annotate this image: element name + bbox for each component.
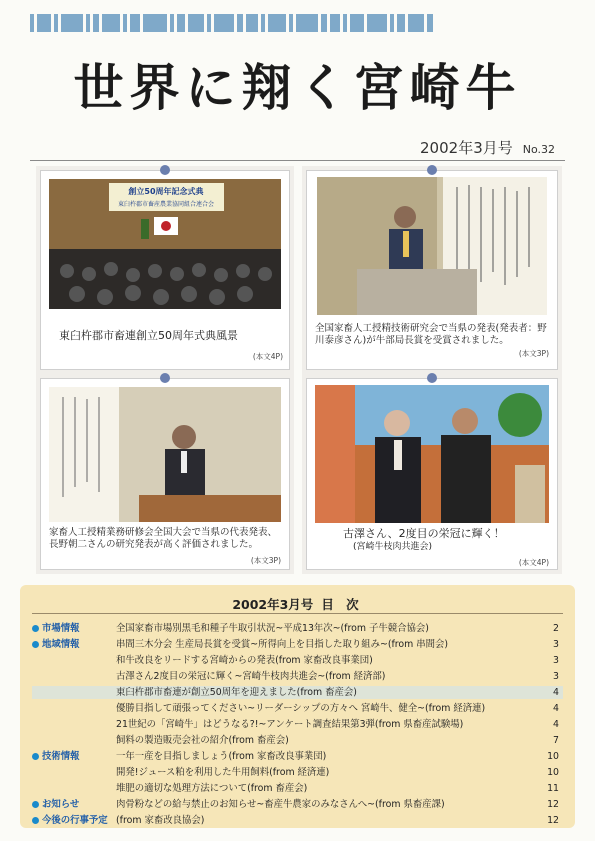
toc-row[interactable]	[32, 686, 563, 699]
toc-entry-text: 東臼杵郡市畜連が創立50周年を迎えました(from 畜産会)	[116, 687, 357, 698]
bullet-icon	[32, 817, 39, 824]
bullet-icon	[32, 801, 39, 808]
toc-category: お知らせ	[32, 798, 102, 811]
bar-segment	[61, 14, 83, 32]
toc-entry-text: 全国家畜市場別黒毛和種子牛取引状況~平成13年次~(from 子牛競合協会)	[116, 623, 429, 634]
toc-category: 技術情報	[32, 750, 102, 763]
bar-segment	[177, 14, 185, 32]
toc-page-number: 11	[547, 783, 559, 794]
page-ref: (本文4P)	[518, 558, 549, 567]
toc-row[interactable]	[32, 718, 563, 731]
toc-row[interactable]	[32, 814, 563, 827]
toc-page-number: 4	[553, 719, 559, 730]
toc-row[interactable]	[32, 654, 563, 667]
bar-segment	[390, 14, 394, 32]
bar-segment	[54, 14, 58, 32]
toc-page-number: 12	[547, 799, 559, 810]
bar-segment	[289, 14, 293, 32]
bullet-icon	[32, 625, 39, 632]
photo-card-ceremony	[40, 170, 290, 370]
bar-segment	[246, 14, 258, 32]
bar-segment	[86, 14, 90, 32]
photo-caption: 全国家畜人工授精技術研究会で当県の発表(発表者：野川泰彦さん)が牛部局長賞を受賞されました。	[315, 323, 547, 346]
photo-caption: 古澤さん、2度目の栄冠に輝く！	[343, 527, 505, 540]
toc-page-number: 10	[547, 767, 559, 778]
bar-segment	[261, 14, 265, 32]
bar-segment	[123, 14, 127, 32]
bar-segment	[207, 14, 211, 32]
bar-segment	[350, 14, 364, 32]
top-decorative-bar	[30, 12, 565, 34]
toc-page-number: 12	[547, 815, 559, 826]
bar-segment	[237, 14, 243, 32]
issue-number: No.32	[522, 143, 555, 156]
ceremony-photo	[49, 179, 281, 309]
toc-page-number: 3	[553, 655, 559, 666]
toc-row[interactable]	[32, 750, 563, 763]
toc-entry-text: 21世紀の「宮崎牛」はどうなる?!~アンケート調査結果第3弾(from 県畜産試験場)	[116, 719, 464, 730]
toc-label: 目 次	[321, 597, 363, 612]
table-of-contents	[20, 585, 575, 828]
photo-caption: 家畜人工授精業務研修会全国大会で当県の代表発表、長野朝二さんの研究発表が高く評価されました。	[49, 527, 278, 550]
bar-segment	[93, 14, 99, 32]
pushpin-icon	[160, 165, 170, 175]
toc-entry-text: 肉骨粉などの給与禁止のお知らせ~畜産牛農家のみなさんへ~(from 県畜産課)	[116, 799, 445, 810]
toc-page-number: 3	[553, 671, 559, 682]
toc-page-number: 2	[553, 623, 559, 634]
photo-card-winners	[306, 378, 558, 570]
bar-segment	[367, 14, 387, 32]
toc-entry-text: 古澤さん2度目の栄冠に輝く~宮崎牛枝肉共進会~(from 経済部)	[116, 671, 386, 682]
toc-entry-text: 開発!ジュース粕を利用した牛用飼料(from 経済連)	[116, 767, 330, 778]
bar-segment	[170, 14, 174, 32]
toc-rule	[32, 613, 563, 614]
bar-segment	[408, 14, 424, 32]
masthead-title: 世界に翔く宮崎牛	[73, 58, 522, 117]
toc-entry-text: 一年一産を目指しましょう(from 家畜改良事業団)	[116, 751, 327, 762]
toc-row[interactable]	[32, 766, 563, 779]
page-ref: (本文4P)	[252, 352, 283, 361]
winners-photo	[315, 385, 549, 523]
speaker-photo	[317, 177, 547, 315]
toc-row[interactable]	[32, 734, 563, 747]
bar-segment	[343, 14, 347, 32]
pushpin-icon	[160, 373, 170, 383]
pushpin-icon	[427, 373, 437, 383]
issue-date: 2002年3月号	[420, 139, 513, 157]
toc-issue: 2002年3月号	[232, 597, 314, 612]
bar-segment	[30, 14, 34, 32]
toc-entry-text: (from 家畜改良協会)	[116, 815, 205, 826]
bar-segment	[427, 14, 433, 32]
toc-page-number: 7	[553, 735, 559, 746]
bar-segment	[321, 14, 327, 32]
toc-category: 市場情報	[32, 622, 102, 635]
toc-category: 今後の行事予定	[32, 814, 102, 827]
bar-segment	[330, 14, 340, 32]
bar-segment	[143, 14, 167, 32]
toc-entry-text: 飼料の製造販売会社の紹介(from 畜産会)	[116, 735, 289, 746]
bar-segment	[268, 14, 286, 32]
toc-row[interactable]	[32, 782, 563, 795]
bar-segment	[397, 14, 405, 32]
bar-segment	[188, 14, 204, 32]
bar-segment	[214, 14, 234, 32]
header-rule	[30, 160, 565, 161]
toc-row[interactable]	[32, 622, 563, 635]
toc-row[interactable]	[32, 798, 563, 811]
banner-text-1: 創立50周年記念式典	[128, 187, 204, 196]
toc-entry-text: 堆肥の適切な処理方法について(from 畜産会)	[116, 783, 308, 794]
photo-card-speaker	[306, 170, 558, 370]
pushpin-icon	[427, 165, 437, 175]
photo-caption: 東臼杵郡市畜連創立50周年式典風景	[59, 329, 238, 342]
bullet-icon	[32, 753, 39, 760]
toc-row[interactable]	[32, 638, 563, 651]
toc-row[interactable]	[32, 702, 563, 715]
toc-row[interactable]	[32, 670, 563, 683]
toc-category: 地域情報	[32, 638, 102, 651]
bar-segment	[296, 14, 318, 32]
page-ref: (本文3P)	[250, 556, 281, 565]
toc-page-number: 10	[547, 751, 559, 762]
toc-entry-text: 串間三木分会 生産局長賞を受賞~所得向上を目指した取り組み~(from 串間会)	[116, 639, 449, 650]
issue-info	[420, 137, 555, 158]
bar-segment	[102, 14, 120, 32]
toc-entry-text: 優勝目指して頑張ってください~リーダーシップの方々へ 宮崎牛、健全~(from 経済連)	[116, 703, 486, 714]
photo-card-presenter	[40, 378, 290, 570]
bar-segment	[130, 14, 140, 32]
photo-subcaption: (宮崎牛枝肉共進会)	[353, 542, 433, 552]
toc-entry-text: 和牛改良をリードする宮崎からの発表(from 家畜改良事業団)	[116, 655, 373, 666]
toc-page-number: 4	[553, 687, 559, 698]
page-ref: (本文3P)	[518, 349, 549, 358]
toc-page-number: 3	[553, 639, 559, 650]
presenter-photo	[49, 387, 281, 522]
bar-segment	[37, 14, 51, 32]
toc-heading	[20, 595, 575, 613]
toc-page-number: 4	[553, 703, 559, 714]
bullet-icon	[32, 641, 39, 648]
banner-text-2: 東臼杵郡市畜産農業協同組合連合会	[117, 201, 215, 208]
